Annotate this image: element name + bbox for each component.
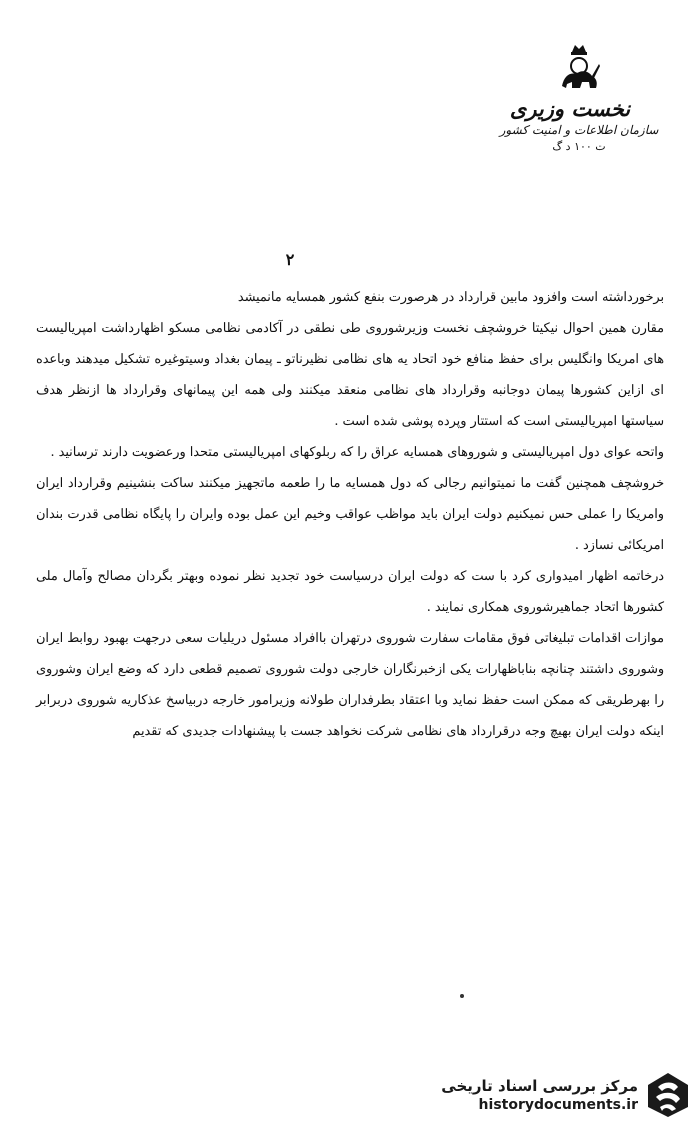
watermark-url: historydocuments.ir	[478, 1097, 638, 1113]
archive-logo-icon	[646, 1071, 690, 1119]
page-number: ۲	[285, 250, 295, 269]
letterhead-title: نخست وزیری	[509, 96, 631, 121]
letterhead	[494, 42, 664, 154]
paragraph: مقارن همین احوال نیکیتا خروشچف نخست وزیرشوروی طی نطقی در آکادمی نظامی مسکو اظهارداشت امپریالیست های امریکا وانگلیس برای حفظ منافع خود اتحاد یه های نظامی نظیرناتو ـ پیمان بغداد وسیتوغیره تشکیل میدهند وباعده ای ازاین کشورها پیمان دوجانبه وقرارداد های نظامی منعقد میکنند ولی همه این پیمانهای وقرارداد ها ازنظر هدف سیاستها امپریالیستی است که استتار وپرده پوشی شده است .	[36, 321, 664, 429]
paragraph: درخاتمه اظهار امیدواری کرد با ست که دولت ایران درسیاست خود تجدید نظر نموده وبهتر بگردان مصالح وآمال ملی کشورها اتحاد جماهیرشوروی همکاری نمایند .	[36, 569, 664, 615]
watermark-persian-text: مرکز بررسی اسناد تاریخی	[441, 1077, 638, 1095]
archive-watermark	[400, 1068, 690, 1122]
letterhead-subtitle: سازمان اطلاعات و امنیت کشور	[499, 123, 659, 137]
paragraph: واتحه عوای دول امپریالیستی و شوروهای همسایه عراق را که ربلوکهای امپریالیستی متحدا ورعضویت دارند ترسانید .	[50, 445, 664, 460]
letterhead-code: ت ۱۰۰ د گ	[552, 140, 606, 153]
paragraph: موازات اقدامات تبلیغاتی فوق مقامات سفارت شوروی درتهران باافراد مسئول دریلیات سعی درجهت بهبود روابط ایران وشوروی داشتند چنانچه بناباظهارات یکی ازخبرنگاران خارجی دولت شوروی تصمیم قطعی دارد که وضع ایران وشوروی را بهرطریقی که ممکن است حفظ نماید وبا اعتقاد بطرفداران طولانه وزیرامور خارجه دربیاسخ عذکاریه شوروی دربرابر اینکه دولت ایران بهیچ وجه درقرارداد های نظامی شرکت نخواهد جست با پیشنهادات جدیدی که تقدیم	[36, 631, 664, 739]
paragraph: برخورداشته است وافزود مابین قرارداد در هرصورت بنفع کشور همسایه مانمیشد	[237, 290, 664, 305]
stray-mark	[460, 994, 464, 998]
paragraph: خروشچف همچنین گفت ما نمیتوانیم رجالی که دول همسایه ما را طعمه ماتجهیز میکنند ساکت بنشینیم وقرارداد ایران وامریکا را عملی حس نمیکنیم دولت ایران باید مواظب عواقب وخیم این عمل بوده وایران را پایگاه نظامی قدرت بندان امریکائی نسازد .	[36, 476, 664, 553]
lion-and-sun-emblem-icon	[556, 42, 602, 94]
document-body	[36, 282, 664, 747]
